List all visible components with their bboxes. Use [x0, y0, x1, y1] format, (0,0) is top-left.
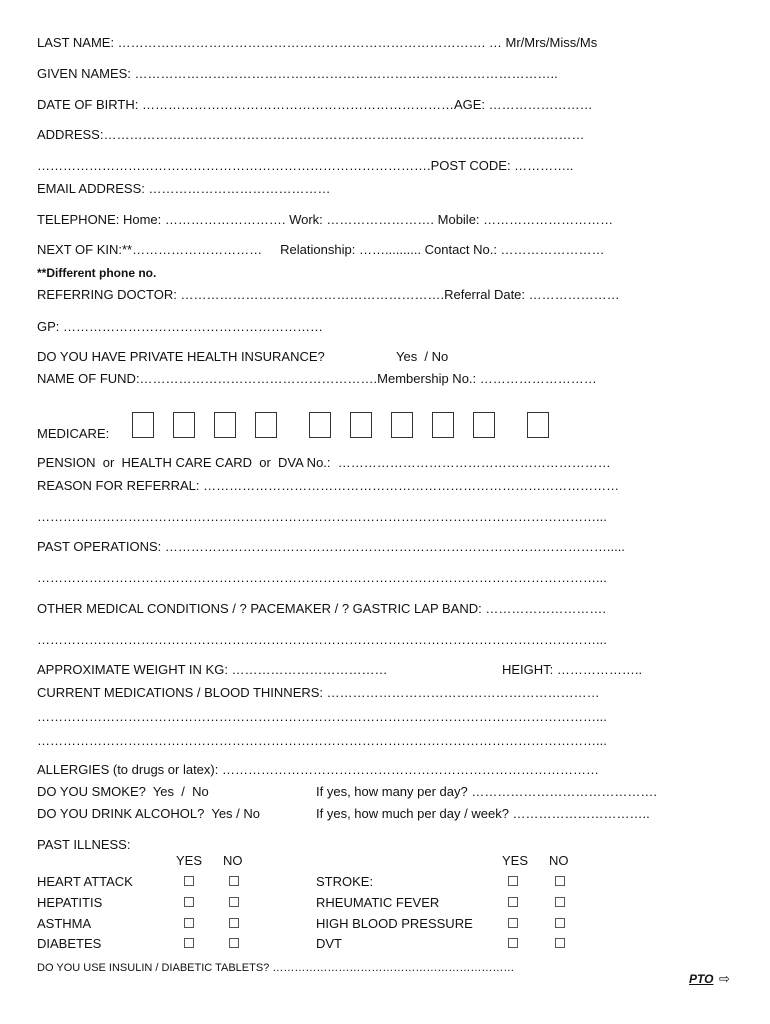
yes-checkbox[interactable]: [184, 876, 194, 886]
yes-checkbox[interactable]: [184, 918, 194, 928]
yes-checkbox[interactable]: [508, 897, 518, 907]
other-conditions-continued-line[interactable]: …………………………………………………………………………………………………………………...: [37, 632, 607, 647]
illness-label: DIABETES: [37, 936, 102, 951]
alcohol-followup-field[interactable]: If yes, how much per day / week? …………………………..: [316, 806, 650, 821]
height-field[interactable]: HEIGHT: ………………..: [502, 662, 643, 677]
medicare-digit-box[interactable]: [391, 412, 413, 438]
no-checkbox[interactable]: [555, 897, 565, 907]
pension-field[interactable]: PENSION or HEALTH CARE CARD or DVA No.: ………………………………………………………: [37, 455, 611, 470]
next-of-kin-field[interactable]: NEXT OF KIN:**………………………… Relationship: …….......... Contact No.: ……………………: [37, 242, 605, 257]
reason-continued-line[interactable]: …………………………………………………………………………………………………………………...: [37, 509, 607, 524]
referring-doctor-field[interactable]: REFERRING DOCTOR: …………………………………………………….Referral Date: …………………: [37, 287, 620, 302]
no-checkbox[interactable]: [229, 938, 239, 948]
no-checkbox[interactable]: [229, 876, 239, 886]
medicare-digit-box[interactable]: [432, 412, 454, 438]
pto-link[interactable]: PTO: [689, 972, 714, 986]
no-column-header: NO: [549, 853, 569, 868]
yes-checkbox[interactable]: [508, 938, 518, 948]
no-checkbox[interactable]: [229, 897, 239, 907]
medicare-digit-box[interactable]: [214, 412, 236, 438]
medicare-label: MEDICARE:: [37, 426, 110, 441]
medicare-digit-box[interactable]: [527, 412, 549, 438]
allergies-field[interactable]: ALLERGIES (to drugs or latex): ……………………………………………………………………………: [37, 762, 599, 777]
medicare-digit-box[interactable]: [473, 412, 495, 438]
yes-checkbox[interactable]: [508, 876, 518, 886]
date-of-birth-field[interactable]: DATE OF BIRTH: ………………………………………………………………AGE: ……………………: [37, 97, 593, 112]
weight-field[interactable]: APPROXIMATE WEIGHT IN KG: ………………………………: [37, 662, 388, 677]
past-illness-heading: PAST ILLNESS:: [37, 837, 131, 852]
yes-column-header: YES: [502, 853, 529, 868]
medications-continued-line[interactable]: …………………………………………………………………………………………………………………...: [37, 709, 607, 724]
address-field[interactable]: ADDRESS:…………………………………………………………………………………………………: [37, 127, 585, 142]
address-postcode-field[interactable]: ……………………………………………………………………………….POST CODE: …………..: [37, 158, 574, 173]
illness-label: RHEUMATIC FEVER: [316, 895, 440, 910]
smoke-question[interactable]: DO YOU SMOKE? Yes / No: [37, 784, 209, 799]
medicare-digit-box[interactable]: [309, 412, 331, 438]
gp-field[interactable]: GP: ……………………………………………………: [37, 319, 324, 334]
past-operations-field[interactable]: PAST OPERATIONS: ………………………………………………………………………………………….....: [37, 539, 625, 554]
illness-label: ASTHMA: [37, 916, 92, 931]
no-column-header: NO: [223, 853, 243, 868]
medicare-digit-box[interactable]: [173, 412, 195, 438]
insulin-question[interactable]: DO YOU USE INSULIN / DIABETIC TABLETS? …………………………………………………………: [37, 962, 515, 974]
given-names-field[interactable]: GIVEN NAMES: ……………………………………………………………………………………..: [37, 66, 558, 81]
medicare-digit-box[interactable]: [132, 412, 154, 438]
illness-label: HIGH BLOOD PRESSURE: [316, 916, 473, 931]
no-checkbox[interactable]: [555, 938, 565, 948]
telephone-field[interactable]: TELEPHONE: Home: ………………………. Work: ……………………. Mobile: …………………………: [37, 212, 614, 227]
yes-checkbox[interactable]: [508, 918, 518, 928]
smoke-followup-field[interactable]: If yes, how many per day? …………………………………….: [316, 784, 657, 799]
no-checkbox[interactable]: [229, 918, 239, 928]
past-operations-continued-line[interactable]: …………………………………………………………………………………………………………………...: [37, 570, 607, 585]
alcohol-question[interactable]: DO YOU DRINK ALCOHOL? Yes / No: [37, 806, 261, 821]
reason-field[interactable]: REASON FOR REFERRAL: ……………………………………………………………………………………: [37, 478, 620, 493]
last-name-field[interactable]: LAST NAME: …………………………………………………………………………. … Mr/Mrs/Miss/Ms: [37, 35, 598, 50]
different-phone-note: **Different phone no.: [37, 266, 157, 280]
other-conditions-field[interactable]: OTHER MEDICAL CONDITIONS / ? PACEMAKER / ? GASTRIC LAP BAND: ……………………….: [37, 601, 606, 616]
yes-checkbox[interactable]: [184, 897, 194, 907]
insurance-question: DO YOU HAVE PRIVATE HEALTH INSURANCE?: [37, 349, 325, 364]
medicare-digit-box[interactable]: [350, 412, 372, 438]
illness-label: STROKE:: [316, 874, 374, 889]
medications-field[interactable]: CURRENT MEDICATIONS / BLOOD THINNERS: ………………………………………………………: [37, 685, 600, 700]
insurance-options[interactable]: Yes / No: [396, 349, 449, 364]
email-field[interactable]: EMAIL ADDRESS: ……………………………………: [37, 181, 331, 196]
arrow-right-icon: ⇨: [719, 971, 730, 986]
fund-field[interactable]: NAME OF FUND:……………………………………………….Membership No.: ………………………: [37, 371, 597, 386]
no-checkbox[interactable]: [555, 876, 565, 886]
illness-label: DVT: [316, 936, 342, 951]
illness-label: HEPATITIS: [37, 895, 103, 910]
yes-column-header: YES: [176, 853, 203, 868]
yes-checkbox[interactable]: [184, 938, 194, 948]
illness-label: HEART ATTACK: [37, 874, 133, 889]
no-checkbox[interactable]: [555, 918, 565, 928]
medications-continued-line[interactable]: …………………………………………………………………………………………………………………...: [37, 733, 607, 748]
medicare-digit-box[interactable]: [255, 412, 277, 438]
